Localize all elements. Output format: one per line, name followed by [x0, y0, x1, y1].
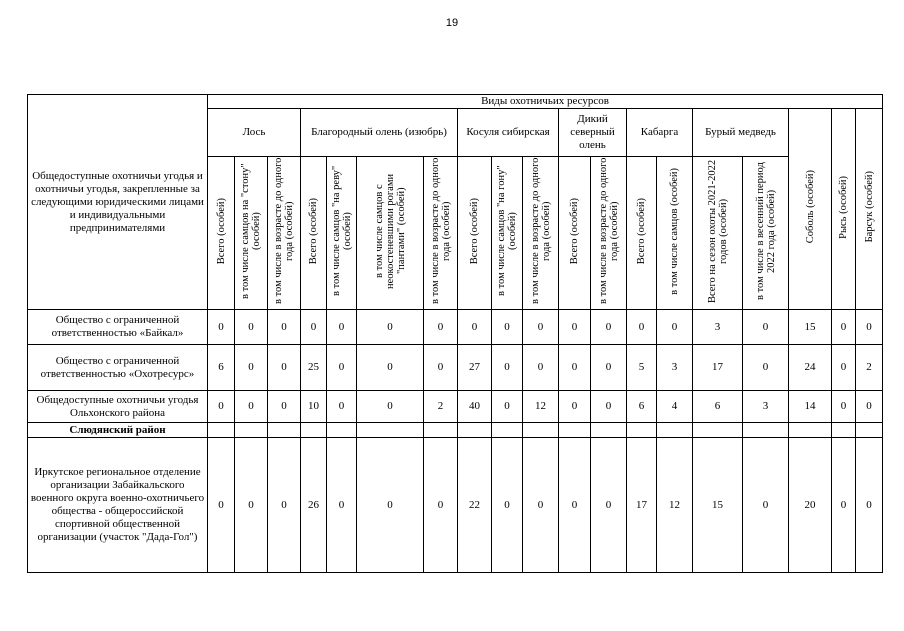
- table-cell: 0: [832, 345, 856, 391]
- table-cell: 26: [301, 438, 327, 573]
- table-cell: 6: [693, 391, 743, 423]
- table-cell: 0: [327, 345, 357, 391]
- subcol-header: в том числе самцов с неокостеневшими рогами "пантами" (особей): [357, 157, 424, 310]
- table-cell: 0: [743, 310, 789, 345]
- header-org: Общедоступные охотничьи угодья и охотничьи угодья, закрепленные за следующими юридическими лицами и индивидуальными предпринимателями: [28, 95, 208, 310]
- subcol-header: Всего (особей): [627, 157, 657, 310]
- table-cell: 0: [268, 438, 301, 573]
- subcol-header: в том числе в возрасте до одного года (особей): [523, 157, 559, 310]
- table-cell: 0: [268, 391, 301, 423]
- group-kosulya: Косуля сибирская: [458, 109, 559, 157]
- table-cell: 0: [856, 391, 883, 423]
- table-cell: 0: [559, 391, 591, 423]
- row-label: Общедоступные охотничьи угодья Ольхонского района: [28, 391, 208, 423]
- table-cell: 0: [424, 310, 458, 345]
- subcol-header: в том числе в возрасте до одного года (особей): [591, 157, 627, 310]
- table-row: [28, 310, 883, 345]
- table-cell: 0: [235, 345, 268, 391]
- table-cell: 0: [357, 391, 424, 423]
- row-label: Иркутское региональное отделение организации Забайкальского военного округа военно-охотничьего общества - общероссийской спортивной общественной организации (участок "Дада-Гол"): [28, 438, 208, 573]
- table-cell: 0: [268, 310, 301, 345]
- subcol-header: Всего (особей): [559, 157, 591, 310]
- subcol-header: в том числе самцов "на реву" (особей): [327, 157, 357, 310]
- table-cell: 12: [657, 438, 693, 573]
- table-cell: 0: [424, 438, 458, 573]
- row-label: Общество с ограниченной ответственностью «Байкал»: [28, 310, 208, 345]
- table-cell: 0: [235, 438, 268, 573]
- table-cell: 0: [591, 391, 627, 423]
- table-cell: 0: [832, 391, 856, 423]
- table-cell: 4: [657, 391, 693, 423]
- table-cell: 0: [208, 310, 235, 345]
- table-cell: 12: [523, 391, 559, 423]
- table-cell: 0: [856, 438, 883, 573]
- table-cell: 0: [559, 438, 591, 573]
- table-cell: 0: [591, 310, 627, 345]
- table-cell: 3: [693, 310, 743, 345]
- table-cell: 0: [523, 310, 559, 345]
- table-cell: 0: [492, 345, 523, 391]
- table-cell: 0: [327, 438, 357, 573]
- group-medved: Бурый медведь: [693, 109, 789, 157]
- table-cell: 24: [789, 345, 832, 391]
- table-cell: 25: [301, 345, 327, 391]
- table-cell: 0: [743, 345, 789, 391]
- subcol-header: в том числе в возрасте до одного года (особей): [424, 157, 458, 310]
- table-cell: 40: [458, 391, 492, 423]
- table-cell: 0: [235, 391, 268, 423]
- table-cell: 20: [789, 438, 832, 573]
- group-olen: Благородный олень (изюбрь): [301, 109, 458, 157]
- table-cell: 0: [424, 345, 458, 391]
- table-cell: 0: [268, 345, 301, 391]
- group-rys: Рысь (особей): [832, 109, 856, 310]
- group-dikiy-olen: Дикий северный олень: [559, 109, 627, 157]
- subcol-header: в том числе самцов (особей): [657, 157, 693, 310]
- group-los: Лось: [208, 109, 301, 157]
- table-cell: 0: [657, 310, 693, 345]
- table-cell: 0: [327, 310, 357, 345]
- table-cell: 0: [208, 391, 235, 423]
- table-cell: 27: [458, 345, 492, 391]
- row-label: Общество с ограниченной ответственностью «Охотресурс»: [28, 345, 208, 391]
- table-cell: 0: [357, 438, 424, 573]
- table-row: [28, 345, 883, 391]
- table-cell: 6: [208, 345, 235, 391]
- table-cell: 14: [789, 391, 832, 423]
- subcol-header: Всего (особей): [458, 157, 492, 310]
- table-cell: 22: [458, 438, 492, 573]
- subcol-header: Всего (особей): [208, 157, 235, 310]
- subcol-header: Всего (особей): [301, 157, 327, 310]
- hunting-resources-table: [27, 94, 883, 573]
- table-cell: 0: [856, 310, 883, 345]
- table-cell: 6: [627, 391, 657, 423]
- subcol-header: в том числе самцов на "стону" (особей): [235, 157, 268, 310]
- subcol-header: Всего на сезон охоты 2021-2022 годов (особей): [693, 157, 743, 310]
- table-cell: 0: [559, 345, 591, 391]
- table-cell: 0: [591, 438, 627, 573]
- table-cell: 2: [856, 345, 883, 391]
- table-cell: 0: [458, 310, 492, 345]
- table-cell: 0: [559, 310, 591, 345]
- table-cell: 0: [492, 438, 523, 573]
- table-cell: 10: [301, 391, 327, 423]
- subcol-header: в том числе в весенний период 2022 года (особей): [743, 157, 789, 310]
- group-sobol: Соболь (особей): [789, 109, 832, 310]
- table-cell: 17: [693, 345, 743, 391]
- table-cell: 0: [492, 391, 523, 423]
- table-cell: 15: [693, 438, 743, 573]
- group-barsuk: Барсук (особей): [856, 109, 883, 310]
- table-cell: 0: [591, 345, 627, 391]
- table-cell: 0: [627, 310, 657, 345]
- table-cell: 3: [657, 345, 693, 391]
- table-cell: 3: [743, 391, 789, 423]
- table-cell: 17: [627, 438, 657, 573]
- section-row: [28, 423, 883, 438]
- section-title: Слюдянский район: [28, 423, 208, 438]
- table-cell: 15: [789, 310, 832, 345]
- table-cell: 0: [357, 310, 424, 345]
- table-cell: 0: [301, 310, 327, 345]
- table-cell: 0: [235, 310, 268, 345]
- page-number: 19: [445, 17, 459, 29]
- table-cell: 0: [743, 438, 789, 573]
- table-cell: 0: [832, 438, 856, 573]
- table-row: [28, 391, 883, 423]
- header-resources: Виды охотничьих ресурсов: [208, 95, 883, 109]
- table-row: [28, 438, 883, 573]
- table-cell: 0: [523, 438, 559, 573]
- group-kabarga: Кабарга: [627, 109, 693, 157]
- table-cell: 0: [523, 345, 559, 391]
- subcol-header: в том числе в возрасте до одного года (особей): [268, 157, 301, 310]
- table-cell: 0: [357, 345, 424, 391]
- table-cell: 0: [832, 310, 856, 345]
- table-cell: 0: [208, 438, 235, 573]
- table-cell: 0: [492, 310, 523, 345]
- table-cell: 2: [424, 391, 458, 423]
- subcol-header: в том числе самцов "на гону" (особей): [492, 157, 523, 310]
- table-cell: 0: [327, 391, 357, 423]
- table-cell: 5: [627, 345, 657, 391]
